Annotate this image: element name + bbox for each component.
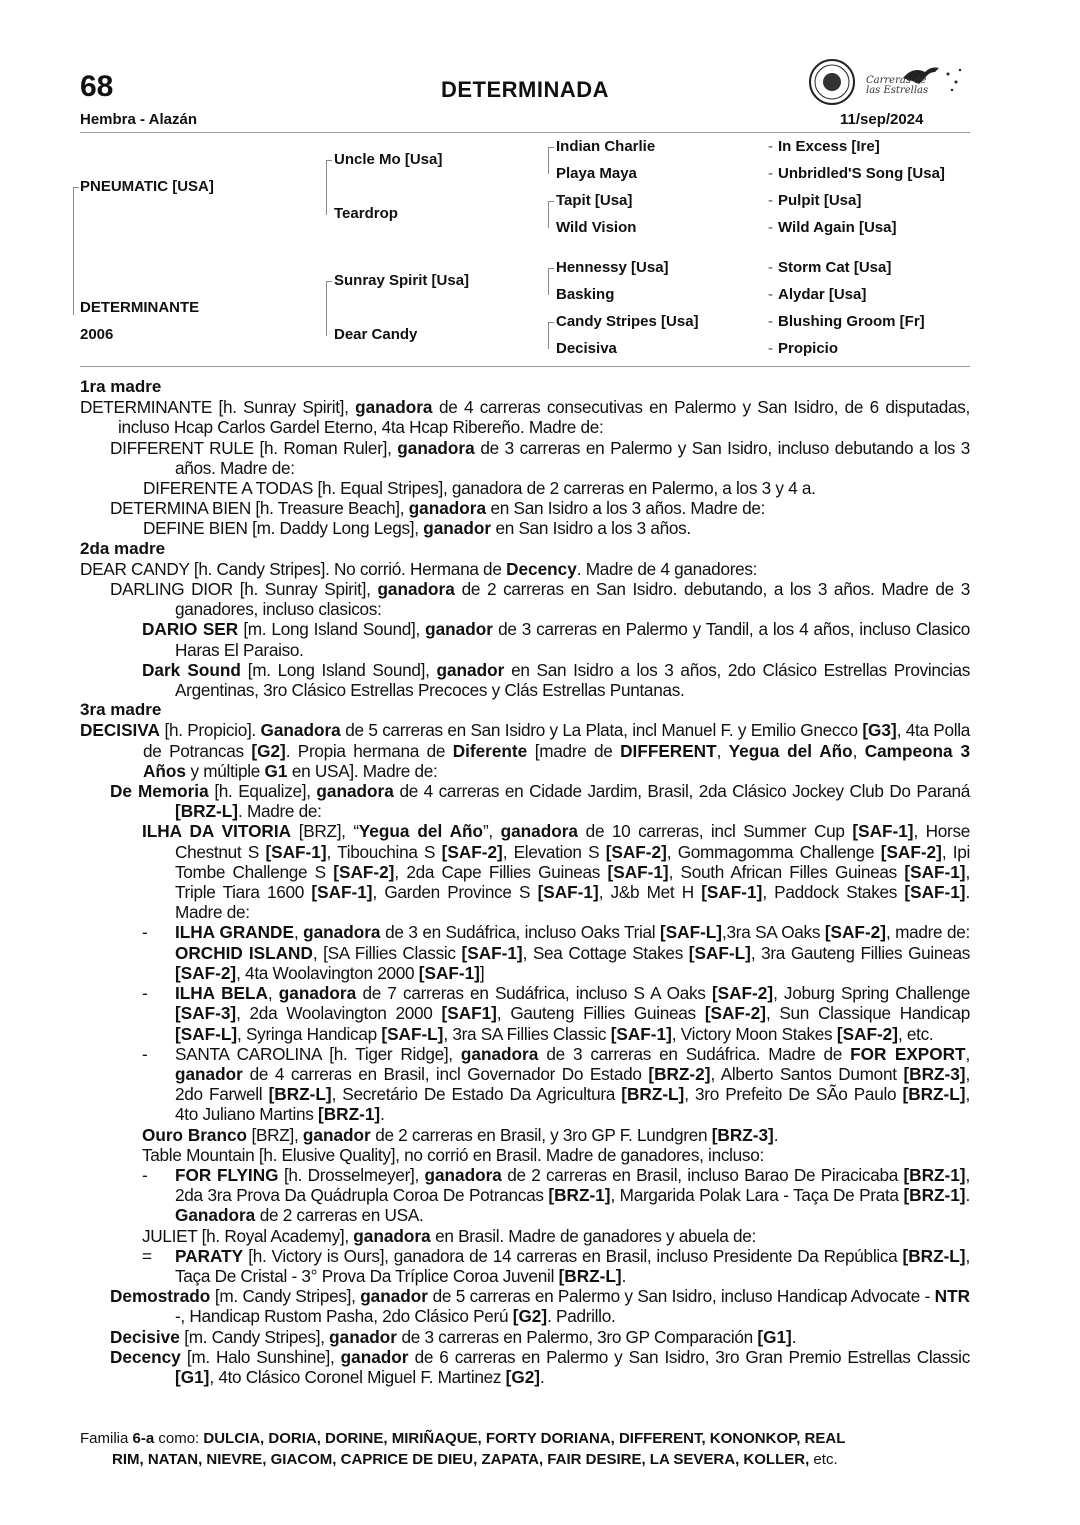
pedigree-gen3-4: Wild Vision xyxy=(556,219,637,236)
family-line: Familia 6-a como: DULCIA, DORIA, DORINE, MIRIÑAQUE, FORTY DORIANA, DIFFERENT, KONONKOP, REAL RIM, NATAN, NIEVRE, GIACOM, CAPRICE DE DIEU, ZAPATA, FAIR DESIRE, LA SEVERA, KOLLER, etc. xyxy=(80,1430,846,1468)
pedigree-bracket xyxy=(548,268,554,295)
produce-entry: Table Mountain [h. Elusive Quality], no corrió en Brasil. Madre de ganadores, incluso: xyxy=(142,1144,764,1165)
produce-entry: - ILHA GRANDE, ganadora de 3 en Sudáfrica, incluso Oaks Trial [SAF-L],3ra SA Oaks [SAF-2], madre de: ORCHID ISLAND, [SA Fillies Classic [SAF-1], Sea Cottage Stakes [SAF-L], 3ra Gauteng Fillies Guineas [SAF-2], 4ta Woolavington 2000 [SAF-1]] xyxy=(142,922,971,983)
sex-color: Hembra - Alazán xyxy=(80,111,197,128)
horse-name: DETERMINADA xyxy=(440,77,610,102)
pedigree-bracket xyxy=(326,281,332,336)
pedigree-gen4-6: Alydar [Usa] xyxy=(778,286,867,303)
produce-entry: DARIO SER [m. Long Island Sound], ganador de 3 carreras en Palermo y Tandil, a los 4 años, incluso Clasico Haras El Paraiso. xyxy=(142,619,971,660)
pedigree-bracket xyxy=(73,187,79,315)
section-third-dam: 3ra madre xyxy=(80,700,162,720)
first-dam-entry: DETERMINANTE [h. Sunray Spirit], ganadora de 4 carreras consecutivas en Palermo y San Isidro, de 6 disputadas, incluso Hcap Carlos Gardel Eterno, 4ta Hcap Ribereño. Madre de: xyxy=(80,397,970,438)
pedigree-dash: - xyxy=(768,192,773,209)
pedigree-bracket xyxy=(548,147,554,174)
produce-entry: De Memoria [h. Equalize], ganadora de 4 carreras en Cidade Jardim, Brasil, 2da Clásico Jockey Club Do Paraná [BRZ-L]. Madre de: xyxy=(110,781,970,822)
produce-entry: - SANTA CAROLINA [h. Tiger Ridge], ganadora de 3 carreras en Sudáfrica. Madre de FOR EXPORT, ganador de 4 carreras en Brasil, incl Governador Do Estado [BRZ-2], Alberto Santos Dumont [BRZ-3], 2do Farwell [BRZ-L], Secretário De Estado Da Agricultura [BRZ-L], 3ro Prefeito De SÃo Paulo [BRZ-L], 4to Juliano Martins [BRZ-1]. xyxy=(142,1043,971,1125)
produce-entry: JULIET [h. Royal Academy], ganadora en Brasil. Madre de ganadores y abuela de: xyxy=(142,1225,757,1246)
pedigree-gen3-7: Candy Stripes [Usa] xyxy=(556,313,699,330)
pedigree-dam-sire: Sunray Spirit [Usa] xyxy=(334,272,470,289)
produce-entry: DIFERENTE A TODAS [h. Equal Stripes], ganadora de 2 carreras en Palermo, a los 3 y 4 a. xyxy=(143,478,816,499)
lot-number: 68 xyxy=(80,70,114,103)
produce-entry: - ILHA BELA, ganadora de 7 carreras en Sudáfrica, incluso S A Oaks [SAF-2], Joburg Spring Challenge [SAF-3], 2da Woolavington 2000 [SAF1], Gauteng Fillies Guineas [SAF-2], Sun Classique Handicap [SAF-L], Syringa Handicap [SAF-L], 3ra SA Fillies Classic [SAF-1], Victory Moon Stakes [SAF-2], etc. xyxy=(142,983,970,1044)
pedigree-gen4-4: Wild Again [Usa] xyxy=(778,219,897,236)
pedigree-bracket xyxy=(326,160,332,215)
pedigree-gen4-3: Pulpit [Usa] xyxy=(778,192,862,209)
pedigree-gen3-6: Basking xyxy=(556,286,615,303)
produce-entry: Dark Sound [m. Long Island Sound], ganador en San Isidro a los 3 años, 2do Clásico Estrellas Provincias Argentinas, 3ro Clásico Estrellas Precoces y Clás Estrellas Puntanas. xyxy=(142,659,971,701)
pedigree-dash: - xyxy=(768,138,773,155)
pedigree-gen4-2: Unbridled'S Song [Usa] xyxy=(778,165,945,182)
pedigree-dash: - xyxy=(768,259,773,276)
pedigree-dash: - xyxy=(768,313,773,330)
pedigree-dam-year: 2006 xyxy=(80,326,114,343)
pedigree-dash: - xyxy=(768,165,773,182)
pedigree-sire-dam: Teardrop xyxy=(334,205,398,222)
sale-date: 11/sep/2024 xyxy=(840,111,924,128)
pedigree-gen4-5: Storm Cat [Usa] xyxy=(778,259,892,276)
produce-record xyxy=(80,377,970,1387)
logos xyxy=(808,58,968,106)
pedigree-gen3-1: Indian Charlie xyxy=(556,138,656,155)
pedigree-gen4-1: In Excess [Ire] xyxy=(778,138,880,155)
header-rule xyxy=(80,132,970,133)
produce-entry: Decency [m. Halo Sunshine], ganador de 6 carreras en Palermo y San Isidro, 3ro Gran Premio Estrellas Classic [G1], 4to Clásico Coronel Miguel F. Martinez [G2]. xyxy=(110,1346,970,1387)
produce-entry: Decisive [m. Candy Stripes], ganador de 3 carreras en Palermo, 3ro GP Comparación [G1]. xyxy=(110,1326,797,1347)
produce-entry: ILHA DA VITORIA [BRZ], “Yegua del Año”, ganadora de 10 carreras, incl Summer Cup [SAF-1], Horse Chestnut S [SAF-1], Tibouchina S [SAF-2], Elevation S [SAF-2], Gommagomma Challenge [SAF-2], Ipi Tombe Challenge S [SAF-2], 2da Cape Fillies Guineas [SAF-1], South African Filles Guineas [SAF-1], Triple Tiara 1600 [SAF-1], Garden Province S [SAF-1], J&b Met H [SAF-1], Paddock Stakes [SAF-1]. Madre de: xyxy=(142,821,971,923)
produce-entry: DIFFERENT RULE [h. Roman Ruler], ganadora de 3 carreras en Palermo y San Isidro, incluso debutando a los 3 años. Madre de: xyxy=(110,437,970,478)
pedigree-dam: DETERMINANTE xyxy=(80,299,200,316)
pedigree-gen3-8: Decisiva xyxy=(556,340,617,357)
produce-entry: Ouro Branco [BRZ], ganador de 2 carreras en Brasil, y 3ro GP F. Lundgren [BRZ-3]. xyxy=(142,1124,779,1145)
pedigree-gen4-7: Blushing Groom [Fr] xyxy=(778,313,925,330)
produce-entry: - FOR FLYING [h. Drosselmeyer], ganadora de 2 carreras en Brasil, incluso Barao De Piracicaba [BRZ-1], 2da 3ra Prova Da Quádrupla Coroa De Potrancas [BRZ-1], Margarida Polak Lara - Taça De Prata [BRZ-1]. Ganadora de 2 carreras en USA. xyxy=(142,1164,970,1226)
section-second-dam: 2da madre xyxy=(80,538,166,558)
estrellas-logo-text: Carreras de las Estrellas xyxy=(866,75,929,96)
pedigree-dam-dam: Dear Candy xyxy=(334,326,418,343)
pedigree-bracket xyxy=(548,322,554,349)
pedigree-bracket xyxy=(548,201,554,228)
pedigree-dash: - xyxy=(768,340,773,357)
third-dam-entry: DECISIVA [h. Propicio]. Ganadora de 5 carreras en San Isidro y La Plata, incl Manuel F. y Emilio Gnecco [G3], 4ta Polla de Potrancas [G2]. Propia hermana de Diferente [madre de DIFFERENT, Yegua del Año, Campeona 3 Años y múltiple G1 en USA]. Madre de: xyxy=(80,720,971,781)
produce-entry: DARLING DIOR [h. Sunray Spirit], ganadora de 2 carreras en San Isidro. debutando, a los 3 años. Madre de 3 ganadores, incluso clasicos: xyxy=(110,579,970,620)
produce-entry: Demostrado [m. Candy Stripes], ganador de 5 carreras en Palermo y San Isidro, incluso Handicap Advocate - NTR -, Handicap Rustom Pasha, 2do Clásico Perú [G2]. Padrillo. xyxy=(110,1286,970,1327)
pedigree-gen3-5: Hennessy [Usa] xyxy=(556,259,669,276)
pedigree-gen3-2: Playa Maya xyxy=(556,165,637,182)
produce-entry: DEFINE BIEN [m. Daddy Long Legs], ganador en San Isidro a los 3 años. xyxy=(143,518,691,539)
produce-entry: DETERMINA BIEN [h. Treasure Beach], ganadora en San Isidro a los 3 años. Madre de: xyxy=(110,498,766,519)
pedigree-gen4-8: Propicio xyxy=(778,340,839,357)
pedigree-rule xyxy=(80,366,970,367)
pedigree-sire: PNEUMATIC [USA] xyxy=(80,178,214,195)
pedigree-sire-sire: Uncle Mo [Usa] xyxy=(334,151,443,168)
pedigree-dash: - xyxy=(768,219,773,236)
pedigree-gen3-3: Tapit [Usa] xyxy=(556,192,633,209)
pedigree-dash: - xyxy=(768,286,773,303)
section-first-dam: 1ra madre xyxy=(80,377,162,396)
produce-entry: = PARATY [h. Victory is Ours], ganadora de 14 carreras en Brasil, incluso Presidente Da República [BRZ-L], Taça De Cristal - 3° Prova Da Tríplice Coroa Juvenil [BRZ-L]. xyxy=(142,1245,970,1286)
second-dam-entry: DEAR CANDY [h. Candy Stripes]. No corrió. Hermana de Decency. Madre de 4 ganadores: xyxy=(80,558,758,579)
